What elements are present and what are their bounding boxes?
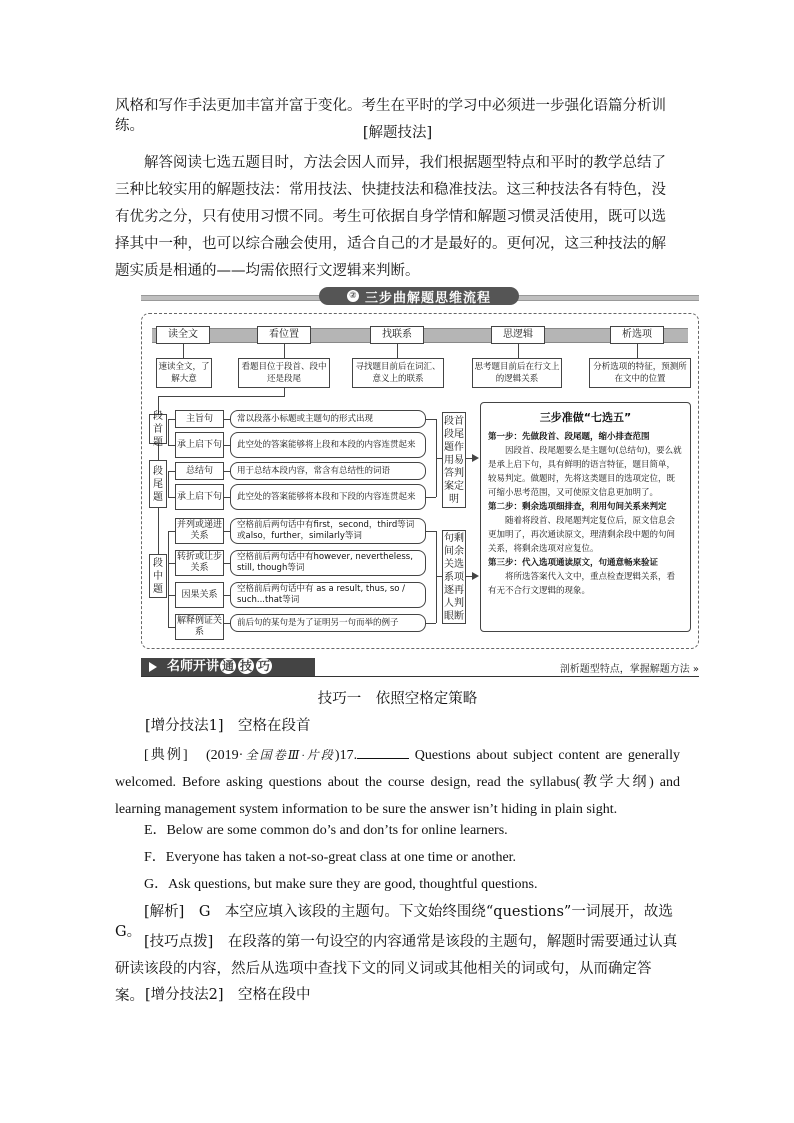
example-label: [典例] xyxy=(144,748,188,763)
example-source-post: )17. xyxy=(334,748,358,763)
group-paragraph-start: 段首题 xyxy=(149,414,167,444)
section-bar xyxy=(141,658,699,678)
group-paragraph-middle: 段中题 xyxy=(149,554,167,598)
example-source: 全国卷Ⅲ·片段 xyxy=(243,748,335,762)
step3-body: 将所选答案代入文中，重点检查逻辑关系，看有无不合行文逻辑的现象。 xyxy=(488,572,676,596)
sub-example: 解释例证关系 xyxy=(175,614,224,640)
step1-body: 因段首、段尾题要么是主题句(总结句)，要么就是承上启下句，具有鲜明的语言特征，题目简单，较易判定。做题时，先将这类题目的选项定位，既可缩小思考范围，又可使原文信息更加明了。 xyxy=(488,446,682,498)
group-paragraph-end: 段尾题 xyxy=(149,460,167,508)
step-connection: 找联系 xyxy=(370,326,424,344)
step2-body: 随着将段首、段尾题判定复位后，原文信息会更加明了，再次通读原文，理清剩余段中题的句间关系，将剩余选项对应复位。 xyxy=(488,516,676,554)
desc-topic-sentence: 常以段落小标题或主题句的形式出现 xyxy=(230,410,426,428)
sub-parallel: 并列或递进关系 xyxy=(175,518,224,544)
desc-contrast: 空格前后两句话中有however, nevertheless, still, though等词 xyxy=(230,550,426,576)
option-e: E．Below are some common do’s and don’ts for online learners. xyxy=(144,823,508,838)
example-text: Questions about subject content are generally welcomed. Before asking questions about the course design, read the syllabus(教学大纲) and learning management system information to be sure the answer isn’t hiding in plain sight. xyxy=(115,748,681,817)
desc-read-all: 速读全文，了解大意 xyxy=(156,358,212,388)
section-tag-hl-2: 技 xyxy=(240,659,253,673)
step-options: 析选项 xyxy=(610,326,664,344)
analysis: [解析] G 本空应填入该段的主题句。下文始终围绕“questions”一词展开，故选 G。 xyxy=(115,904,673,940)
section-heading: [解题技法] xyxy=(362,125,433,141)
middle-col-remaining: 句剩间余关选系项逐再人判眼断 xyxy=(442,530,466,624)
play-icon xyxy=(149,662,157,672)
three-step-box xyxy=(480,402,691,632)
flowchart xyxy=(141,313,699,649)
desc-transition-b: 此空处的答案能够将本段和下段的内容连贯起来 xyxy=(230,484,426,510)
banner-title: 三步曲解题思维流程 xyxy=(364,290,491,306)
sub-summary-sentence: 总结句 xyxy=(175,462,224,480)
desc-connection: 寻找题目前后在词汇、意义上的联系 xyxy=(352,358,444,388)
sub-transition-b: 承上启下句 xyxy=(175,484,224,510)
desc-parallel: 空格前后两句话中有first，second，third等词或also，further，similarly等词 xyxy=(230,518,426,544)
step-read-all: 读全文 xyxy=(156,326,210,344)
desc-example: 前后句的某句是为了证明另一句而举的例子 xyxy=(230,614,426,632)
example-paragraph xyxy=(115,742,680,823)
sub-contrast: 转折或让步关系 xyxy=(175,550,224,576)
intro-paragraph: 解答阅读七选五题目时，方法会因人而异，我们根据题型特点和平时的教学总结了三种比较实用的解题技法：常用技法、快捷技法和稳准技法。这三种技法各有特色，没有优劣之分，只有使用习惯不同。考生可依据自身学情和解题习惯灵活使用，既可以选择其中一种，也可以综合融会使用，适合自己的才是最好的。更何况，这三种技法的解题实质是相通的——均需依照行文逻辑来判断。 xyxy=(115,155,666,279)
desc-position: 看题目位于段首、段中还是段尾 xyxy=(238,358,330,388)
desc-summary-sentence: 用于总结本段内容，常含有总结性的词语 xyxy=(230,462,426,480)
sub-transition-a: 承上启下句 xyxy=(175,432,224,458)
number-badge-icon: ② xyxy=(347,290,359,302)
desc-options: 分析选项的特征，预测所在文中的位置 xyxy=(589,358,691,388)
intro-line: 风格和写作手法更加丰富并富于变化。考生在平时的学习中必须进一步强化语篇分析训练。 xyxy=(115,98,666,134)
desc-logic: 思考题目前后在行文上的逻辑关系 xyxy=(472,358,562,388)
section-tag-hl-1: 通 xyxy=(222,659,235,673)
tip-heading-2: [增分技法2] 空格在段中 xyxy=(145,987,311,1003)
step-position: 看位置 xyxy=(257,326,311,344)
three-step-title: 三步准做“七选五” xyxy=(539,411,632,424)
desc-transition-a: 此空处的答案能够将上段和本段的内容连贯起来 xyxy=(230,432,426,458)
tip-heading-1: [增分技法1] 空格在段首 xyxy=(145,718,311,734)
sub-topic-sentence: 主旨句 xyxy=(175,410,224,428)
skill-title: 技巧一 依照空格定策略 xyxy=(317,691,478,707)
tips: [技巧点拨] 在段落的第一句设空的内容通常是该段的主题句，解题时需要通过认真研读该段的内容，然后从选项中查找下文的同义词或其他相关的词或句，从而确定答案。 xyxy=(115,934,678,1004)
step1-heading: 第一步：先做段首、段尾题，缩小排查范围 xyxy=(488,432,650,442)
example-source-pre: (2019· xyxy=(205,748,244,763)
step3-heading: 第三步：代入选项通读原文，句通意畅来验证 xyxy=(488,558,659,568)
option-f: F．Everyone has taken a not-so-great class at one time or another. xyxy=(144,850,517,865)
option-g: G．Ask questions, but make sure they are good, thoughtful questions. xyxy=(144,877,538,892)
sub-cause-effect: 因果关系 xyxy=(175,582,224,608)
flow-banner xyxy=(141,287,699,305)
section-tag: 名师开讲 xyxy=(167,659,220,674)
section-tag-hl-3: 巧 xyxy=(258,659,271,673)
step2-heading: 第二步：剩余选项细排查，利用句间关系来判定 xyxy=(488,502,667,512)
answer-blank xyxy=(357,746,409,759)
section-subtitle: 剖析题型特点，掌握解题方法 » xyxy=(559,664,699,675)
middle-col-start-end: 段首段尾题作用易答判案定明 xyxy=(442,412,466,508)
step-logic: 思逻辑 xyxy=(491,326,545,344)
desc-cause-effect: 空格前后两句话中有 as a result, thus, so / such...that等词 xyxy=(230,582,426,608)
